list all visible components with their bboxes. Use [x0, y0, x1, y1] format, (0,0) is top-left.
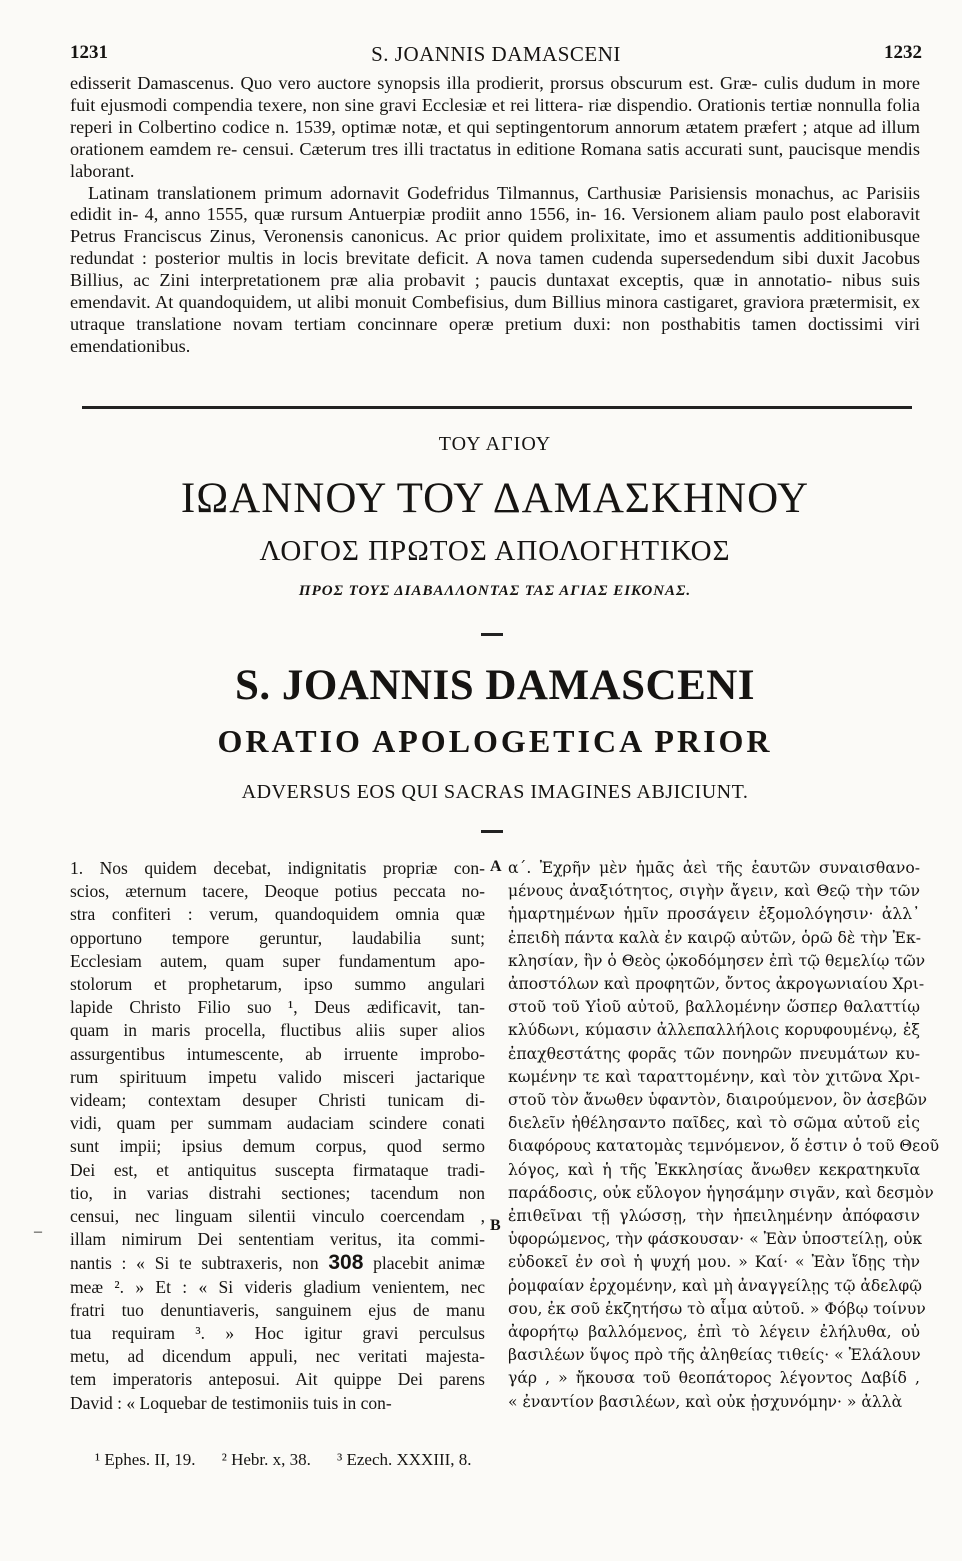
- greek-text-line: κλησίαν, ἣν ὁ Θεὸς ᾠκοδόμησεν ἐπὶ τῷ θεμελίῳ τῶν: [508, 951, 926, 970]
- greek-text-line: ἀποστόλων καὶ προφητῶν, ὄντος ἀκρογωνιαίου Χρι-: [508, 975, 925, 994]
- latin-text-line: Dei est, et antiquitus suscepta firmataque tradi-: [70, 1159, 485, 1180]
- greek-text-line: παράδοσις, οὐκ εὔλογον ἡγησάμην σιγᾶν, καὶ δεσμὸν: [508, 1183, 934, 1202]
- latin-text-line: metu, ad dicendum appuli, nec veritati majesta-: [70, 1346, 485, 1367]
- latin-text-line: fratri tuo denuntiaveris, sanguinem ejus de manu: [70, 1299, 485, 1320]
- title-dash: [481, 633, 503, 636]
- greek-text-line: « ἐναντίον βασιλέων, καὶ οὐκ ᾐσχυνόμην· » ἀλλὰ: [508, 1392, 903, 1411]
- greek-saint-heading: ΤΟΥ ΑΓΙΟΥ: [438, 433, 552, 455]
- greek-text-line: γάρ , » ἤκουσα τοῦ θεοπάτορος λέγοντος Δαβίδ ,: [508, 1369, 920, 1388]
- greek-text-line: α΄. Ἐχρῆν μὲν ἡμᾶς ἀεὶ τῆς ἑαυτῶν συναισθανο-: [508, 859, 920, 877]
- greek-text-line: ἐπαχθεστάτης φορᾶς τῶν πονηρῶν πνευμάτων κυ-: [508, 1044, 920, 1063]
- intro-line: riæ dispendio. Orationis tertiæ nonnulla folia reperi in Colbertino codice n. 1539, optimæ: [70, 94, 920, 137]
- column-marker-b: B: [490, 1217, 501, 1234]
- intro-line: monachus, ac Parisiis edidit in- 4, anno 1555, quæ rursum Antuerpiæ prodiit anno 1556, in-: [70, 182, 920, 225]
- greek-author-title: ΙΩΑΝΝΟΥ ΤΟΥ ΔΑΜΑΣΚΗΝΟΥ: [180, 475, 810, 522]
- latin-line-tail: placebit animæ: [363, 1253, 485, 1274]
- intro-line: culis dudum in more fuit ejusmodi compendia texere, non sine gravi Ecclesiæ et rei littera-: [70, 73, 921, 115]
- latin-text-line: quam in maris procella, fluctibus aliis super alios: [70, 1020, 485, 1041]
- intro-line: notæ, et qui septingentorum annorum ætatem præfert ; atque ad illum orationem eamdem re-: [70, 116, 920, 159]
- greek-text-line: μένους ἀναξιότητος, σιγὴν ἄγειν, καὶ Θεῷ τὴν τῶν: [508, 882, 920, 901]
- footnotes: [95, 1450, 494, 1470]
- intro-line: 16. Versionem aliam paulo post elaboravit Petrus Franciscus Zinus, Veronensis canonicus.: [70, 204, 920, 247]
- latin-text-line: nantis : « Si te subtraxeris, non 308 placebit animæ: [70, 1251, 485, 1275]
- greek-text-line: ἡμαρτημένων ἡμῖν προσάγειν ἐξομολόγησιν· ἀλλ᾽: [508, 905, 920, 924]
- section-rule: [82, 406, 912, 409]
- latin-text-line: illam nimirum Dei sententiam veritus, ita commi-: [70, 1229, 485, 1250]
- latin-subtitle: ADVERSUS EOS QUI SACRAS IMAGINES ABJICIUNT.: [241, 781, 749, 803]
- intro-line: pretium duxi: non posthabitis tamen doctissimi viri emendationibus.: [70, 313, 920, 356]
- greek-work-title: ΛΟΓΟΣ ΠΡΩΤΟΣ ΑΠΟΛΟΓΗΤΙΚΟΣ: [259, 535, 731, 567]
- greek-text-line: ἐπιθεῖναι τῇ γλώσσῃ, τὴν ἠπειλημένην ἀπόφασιν: [508, 1207, 920, 1226]
- intro-line: censui. Cæterum tres illi tractatus in editione Romana satis accurati sunt, paucisque mendis: [242, 138, 921, 159]
- greek-text-line: ἐπειδὴ πάντα καλὰ ἐν καιρῷ αὐτῶν, ὁρῶ δὲ τὴν Ἐκ-: [508, 928, 921, 947]
- intro-line: Latinam translationem primum adornavit Godefridus Tilmannus, Carthusiæ Parisiensis: [88, 182, 748, 203]
- greek-text-line: εὐδοκεῖ ἐν σοὶ ἡ ψυχή μου. » Καί· « Ἐὰν ἴδῃς τὴν: [508, 1253, 920, 1272]
- latin-text-line: sunt impii; ipsius demum corpus, quod sermo: [70, 1136, 485, 1157]
- greek-text-line: στοῦ τοῦ Υἱοῦ αὐτοῦ, βαλλομένην ὥσπερ θαλαττίῳ: [508, 998, 920, 1017]
- greek-text-line: κωμένην τε καὶ ταραττομένην, καὶ τὸν χιτῶνα Χρι-: [508, 1067, 920, 1086]
- title-dash: [481, 830, 503, 833]
- greek-text-line: ῥομφαίαν ἐρχομένην, καὶ μὴ ἀναγγείλῃς τῷ ἀδελφῷ: [508, 1276, 922, 1295]
- latin-text-line: censui, nec linguam silentii vinculo coercendam ,: [70, 1206, 485, 1227]
- running-title: S. JOANNIS DAMASCENI: [371, 42, 621, 66]
- footnote-1: ¹ Ephes. II, 19.: [95, 1450, 196, 1469]
- introductory-note: [70, 73, 920, 358]
- greek-text-line: κλύδωνι, κύμασιν ἀλλεπαλλήλοις κορυφουμένῳ, ἐξ: [508, 1021, 920, 1040]
- latin-text-line: tua requiram ³. » Hoc igitur gravi perculsus: [70, 1323, 485, 1344]
- intro-line: ac Zini interpretationem præ alia probavit ; paucis duntaxat exceptis, quæ in annotatio-: [133, 270, 833, 291]
- intro-line: castigaret, graviora prætermisit, ex utraque translatione novam tertiam concinnare operæ: [70, 292, 920, 334]
- latin-text-line: stolorum et prophetarum, ipso summo angulari: [70, 974, 485, 995]
- latin-text-line: 1. Nos quidem decebat, indignitatis propriæ con-: [70, 858, 485, 878]
- greek-text-line: ἀφορήτῳ βαλλόμενος, ἐπὶ τὸ λέγειν ἐλήλυθα, οὐ: [508, 1323, 920, 1342]
- latin-text-line: rum spirituum impetu valido misceri jactarique: [70, 1066, 485, 1087]
- greek-text-line: διαφόρους κατατομὰς τεμνόμενον, ὅ ἐστιν ὁ τοῦ Θεοῦ: [508, 1137, 940, 1156]
- page-number-right: 1232: [884, 42, 922, 63]
- greek-text-column: [508, 857, 940, 1414]
- greek-subtitle: ΠΡΟΣ ΤΟΥΣ ΔΙΑΒΑΛΛΟΝΤΑΣ ΤΑΣ ΑΓΙΑΣ ΕΙΚΟΝΑΣ.: [298, 583, 692, 599]
- latin-text-line: Ecclesiam autem, quam super fundamentum apo-: [70, 950, 485, 971]
- latin-text-column: [70, 857, 485, 1415]
- intro-line: Ac prior quidem prolixitate, imo et assumentis additionibusque redundat : posterior multis: [70, 226, 920, 269]
- latin-text-line: videam; contextam desuper Christi tunicam di-: [70, 1090, 485, 1111]
- latin-text-line: lapide Christo Filio suo ¹, Deus ædificavit, tan-: [70, 997, 485, 1018]
- latin-author-title: S. JOANNIS DAMASCENI: [234, 662, 756, 709]
- intro-line: edisserit Damascenus. Quo vero auctore synopsis illa prodierit, prorsus obscurum est. Græ-: [70, 73, 758, 93]
- latin-text-line: opportuno tempore geruntur, laudabilia sunt;: [70, 927, 485, 948]
- intro-line: laborant.: [70, 160, 135, 181]
- intro-paragraph-1: [70, 73, 920, 183]
- latin-text-line: tio, in varias distrahi sectiones; tacendum non: [70, 1182, 485, 1203]
- latin-text-line: tem imperatoris anteposui. Ait quippe Dei parens: [70, 1369, 485, 1390]
- latin-text-line: stra confiteri : verum, quandoquidem omnia quæ: [70, 904, 485, 925]
- column-marker-a: A: [490, 858, 502, 875]
- column-number: 308: [328, 1251, 364, 1275]
- greek-text-line: ὑφορώμενος, τὴν φάσκουσαν· « Ἐὰν ὑποστείλῃ, οὐκ: [508, 1230, 923, 1249]
- latin-text-line: vidi, quam per summam audaciam scindere conati: [70, 1113, 485, 1134]
- running-header: [70, 42, 922, 70]
- latin-work-title: ORATIO APOLOGETICA PRIOR: [217, 723, 773, 759]
- intro-line: nibus suis emendavit. At quandoquidem, ut alibi monuit Combefisius, dum Billius minora: [70, 270, 920, 313]
- intro-paragraph-2: [70, 183, 920, 358]
- margin-mark: –: [34, 1223, 42, 1240]
- footnote-2: ² Hebr. x, 38.: [221, 1450, 311, 1469]
- footnote-3: ³ Ezech. XXXIII, 8.: [337, 1450, 472, 1469]
- latin-text-line: scios, æternum tacere, Deoque potius peccata no-: [70, 881, 485, 902]
- latin-text-line: assurgentibus intumescente, ab irruente improbo-: [70, 1043, 485, 1064]
- greek-text-line: διελεῖν ἠθέλησαντο παῖδες, καὶ τὸ σῶμα αὐτοῦ εἰς: [508, 1114, 920, 1133]
- latin-text-line: David : « Loquebar de testimoniis tuis in con-: [70, 1392, 392, 1413]
- intro-line: in locis brevitate deficit. A nova tamen cudenda supersedendum sibi duxit Jacobus Billius,: [70, 248, 921, 291]
- greek-text-line: βασιλέων ὕψος πρὸ τῆς ἀληθείας τιθείς· « Ἐλάλουν: [508, 1346, 921, 1365]
- greek-text-line: λόγος, καὶ ἡ τῆς Ἐκκλησίας ἄνωθεν κεκρατηκυῖα: [508, 1160, 920, 1179]
- greek-text-line: στοῦ τὸν ἄνωθεν ὑφαντὸν, διαιρούμενον, ὃν ἀσεβῶν: [508, 1091, 927, 1110]
- page-number-left: 1231: [70, 42, 108, 63]
- greek-text-line: σου, ἐκ σοῦ ἐκζητήσω τὸ αἷμα αὐτοῦ. » Φόβῳ τοίνυν: [508, 1299, 926, 1318]
- latin-text-line: meæ ². » Et : « Si videris gladium venientem, nec: [70, 1276, 485, 1297]
